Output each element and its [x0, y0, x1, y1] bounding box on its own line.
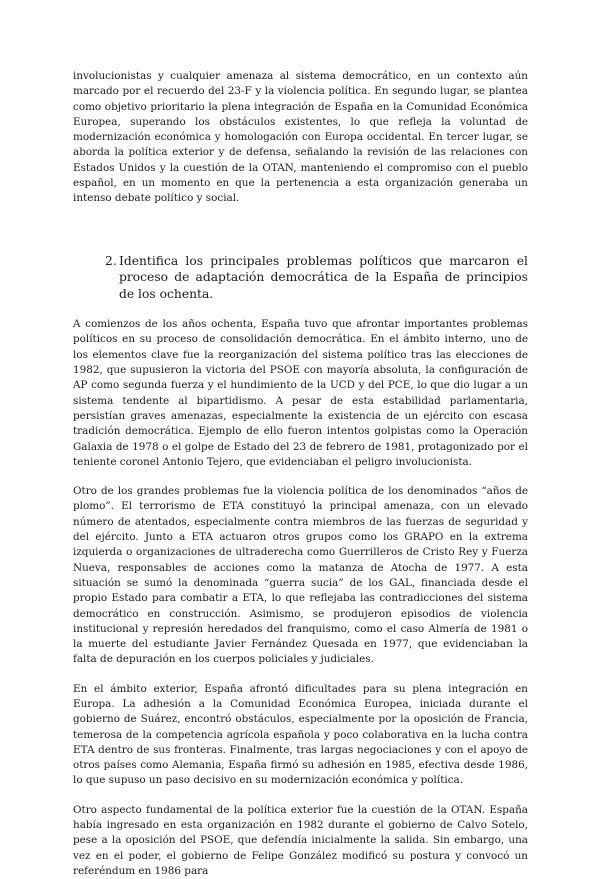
question-text: Identifica los principales problemas políticos que marcaron el proceso de adaptación democrática de la España de principios de los ochenta.	[119, 253, 528, 301]
document-page	[73, 69, 528, 879]
answer-paragraph-4: Otro aspecto fundamental de la política exterior fue la cuestión de la OTAN. España había ingresado en esta organización en 1982 durante el gobierno de Calvo Sotelo, pese a la oposición del PSOE, que defendía inicialmente la salida. Sin embargo, una vez en el poder, el gobierno de Felipe González modificó su postura y convocó un referéndum en 1986 para	[73, 803, 528, 877]
question-number: 2.	[105, 253, 117, 268]
answer-paragraph-2: Otro de los grandes problemas fue la violencia política de los denominados “años de plomo”. El terrorismo de ETA constituyó la principal amenaza, con un elevado número de atentados, especialmente contra miembros de las fuerzas de seguridad y del ejército. Junto a ETA actuaron otros grupos como los GRAPO en la extrema izquierda o organizaciones de ultraderecha como Guerrilleros de Cristo Rey y Fuerza Nueva, responsables de acciones como la matanza de Atocha de 1977. A esta situación se sumó la denominada “guerra sucia” de los GAL, financiada desde el propio Estado para combatir a ETA, lo que reflejaba las contradicciones del sistema democrático en construcción. Asimismo, se produjeron episodios de violencia institucional y represión heredados del franquismo, como el caso Almería de 1981 o la muerte del estudiante Javier Fernández Quesada en 1977, que evidenciaban la falta de depuración en los cuerpos policiales y judiciales.	[73, 485, 528, 666]
answer-paragraph-3: En el ámbito exterior, España afrontó dificultades para su plena integración en Europa. La adhesión a la Comunidad Económica Europea, iniciada durante el gobierno de Suárez, encontró obstáculos, especialmente por la oposición de Francia, temerosa de la competencia agrícola española y poco colaborativa en la lucha contra ETA dentro de sus fronteras. Finalmente, tras largas negociaciones y con el apoyo de otros países como Alemania, España firmó su adhesión en 1985, efectiva desde 1986, lo que supuso un paso decisivo en su modernización económica y política.	[73, 682, 528, 787]
answer-paragraph-1: A comienzos de los años ochenta, España tuvo que afrontar importantes problemas políticos en su proceso de consolidación democrática. En el ámbito interno, uno de los elementos clave fue la reorganización del sistema político tras las elecciones de 1982, que supusieron la victoria del PSOE con mayoría absoluta, la configuración de AP como segunda fuerza y el hundimiento de la UCD y del PCE, lo que dio lugar a un sistema tendente al bipartidismo. A pesar de esta estabilidad parlamentaria, persistían graves amenazas, especialmente la existencia de un ejército con escasa tradición democrática. Ejemplo de ello fueron intentos golpistas como la Operación Galaxia de 1978 o el golpe de Estado del 23 de febrero de 1981, protagonizado por el teniente coronel Antonio Tejero, que evidenciaban el peligro involucionista.	[73, 318, 528, 468]
intro-paragraph: involucionistas y cualquier amenaza al sistema democrático, en un contexto aún marcado por el recuerdo del 23-F y la violencia política. En segundo lugar, se plantea como objetivo prioritario la plena integración de España en la Comunidad Económica Europea, superando los obstáculos existentes, lo que refleja la voluntad de modernización económica y homologación con Europa occidental. En tercer lugar, se aborda la política exterior y de defensa, señalando la revisión de las relaciones con Estados Unidos y la cuestión de la OTAN, manteniendo el compromiso con el pueblo español, en un momento en que la pertenencia a esta organización generaba un intenso debate político y social.	[73, 70, 528, 205]
question-heading	[73, 253, 528, 303]
